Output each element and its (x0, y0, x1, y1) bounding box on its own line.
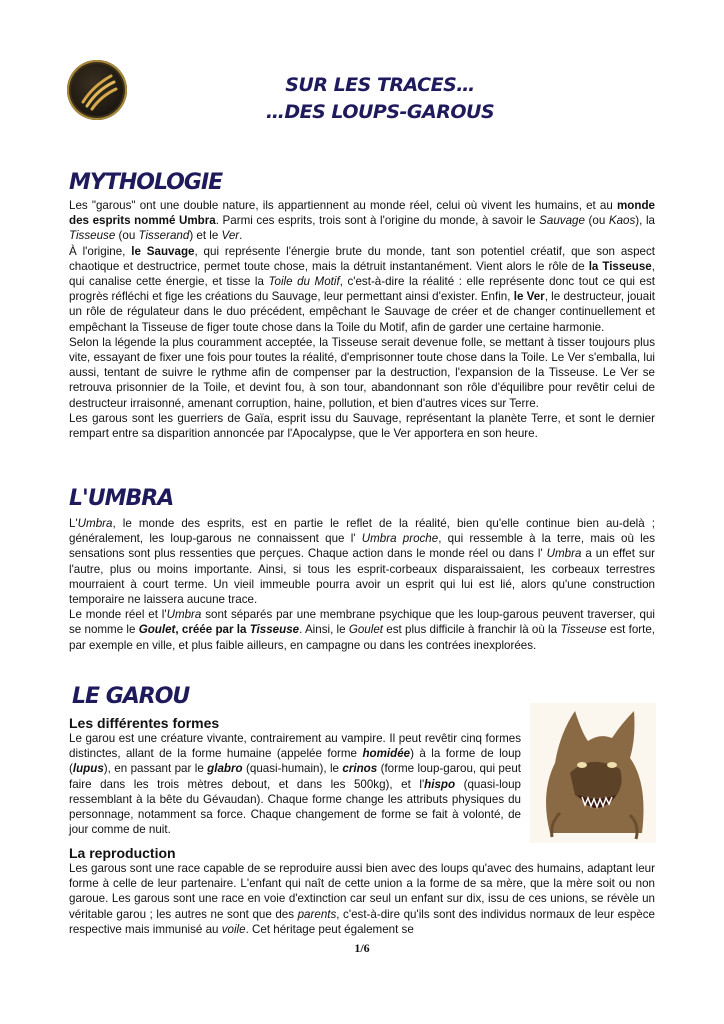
page-number: 1/6 (354, 941, 370, 955)
umbra-body: L'Umbra, le monde des esprits, est en partie le reflet de la réalité, bien qu'elle continue bien au-delà ; généralement, les loup-garous ne connaissent que l' Umbra proche, qui ressemble à la terre, mais où les sensations sont plus ressenties que perçues. Chaque action dans le monde réel ou dans l' Umbra a un effet sur l'autre, plus ou moins importante. Ainsi, si tous les esprit-corbeaux disparaissaient, les corbeaux terrestres mourraient à court terme. Un vieil immeuble pourra avoir un esprit qui lui est lié, alors qu'une construction temporaire ne laissera aucune trace. Le monde réel et l'Umbra sont séparés par une membrane psychique que les loup-garous peuvent traverser, qui se nomme le Goulet, créée par la Tisseuse. Ainsi, le Goulet est plus difficile à franchir là où la Tisseuse est forte, par exemple en ville, et plus faible ailleurs, en campagne ou dans les contrées inexplorées. (69, 517, 656, 652)
section-title-umbra: L'UMBRA (69, 486, 174, 511)
subsection-title-formes: Les différentes formes (69, 715, 220, 731)
section-title-mythologie: MYTHOLOGIE (69, 170, 223, 195)
page-title-line2: …DES LOUPS-GAROUS (265, 101, 495, 123)
formes-body: Le garou est une créature vivante, contrairement au vampire. Il peut revêtir cinq formes distinctes, allant de la forme humaine (appelée forme homidée) à la forme de loup (lupus), en passant par le glabro (quasi-humain), le crinos (forme loup-garou, qui peut faire dans les trois mètres debout, et dans les 500kg), et l'hispo (quasi-loup ressemblant à la bête du Gévaudan). Chaque forme change les attributs physiques du personnage, notamment sa force. Chaque changement de forme se fait à volonté, de jour comme de nuit. (69, 732, 522, 837)
mythologie-body: Les "garous" ont une double nature, ils appartiennent au monde réel, celui où vivent les humains, et au monde des esprits nommé Umbra. Parmi ces esprits, trois sont à l'origine du monde, à savoir le Sauvage (ou Kaos), la Tisseuse (ou Tisserand) et le Ver. À l'origine, le Sauvage, qui représente l'énergie brute du monde, tant son potentiel créatif, que son aspect chaotique et destructrice, permet toute chose, mais la détruit instantanément. Vient alors le rôle de la Tisseuse, qui canalise cette énergie, et tisse la Toile du Motif, c'est-à-dire la réalité : elle représente donc tout ce qui est progrès réfléchi et fige les créations du Sauvage, leur permettant ainsi d'exister. Enfin, le Ver, le destructeur, jouait un rôle de régulateur dans le duo précédent, empêchant le Sauvage de créer et de changer continuellement et empêchant la Tisseuse de figer toute chose dans la Toile du Motif, afin de garder une certaine harmonie. Selon la légende la plus couramment acceptée, la Tisseuse serait devenue folle, se mettant à tisser toujours plus vite, essayant de fixer une fois pour toutes la réalité, d'emprisonner toute chose dans la Toile. Le Ver s'emballa, lui aussi, tentant de suivre le rythme afin de compenser par la destruction, l'expansion de la Tisseuse. Le Ver se retrouva prisonnier de la Toile, et devint fou, à son tour, abandonnant son rôle d'équilibre pour revêtir celui de destructeur irraisonné, amenant corruption, haine, pollution, et bien d'autres vices sur Terre. Les garous sont les guerriers de Gaïa, esprit issu du Sauvage, représentant la planète Terre, et sont le dernier rempart entre sa disparition annoncée par l'Apocalypse, que le Ver apportera en son heure. (69, 199, 655, 441)
subsection-title-reproduction: La reproduction (69, 845, 176, 861)
page-title-line1: SUR LES TRACES… (285, 74, 475, 96)
werewolf-illustration (530, 703, 656, 843)
section-title-garou: LE GAROU (72, 684, 190, 709)
claw-emblem-logo (67, 60, 127, 120)
reproduction-body: Les garous sont une race capable de se reproduire aussi bien avec des loups qu'avec des humains, adaptant leur forme à celle de leur partenaire. L'enfant qui naît de cette union a la forme de sa mère, que la mère soit ou non garoue. Les garous sont une race en voie d'extinction car seul un enfant sur dix, issu de ces unions, se révèle un véritable garou ; les autres ne sont que des parents, c'est-à-dire qu'ils sont des individus normaux de leur espèce respective mais immunisé au voile. Cet héritage peut également se (69, 862, 655, 936)
